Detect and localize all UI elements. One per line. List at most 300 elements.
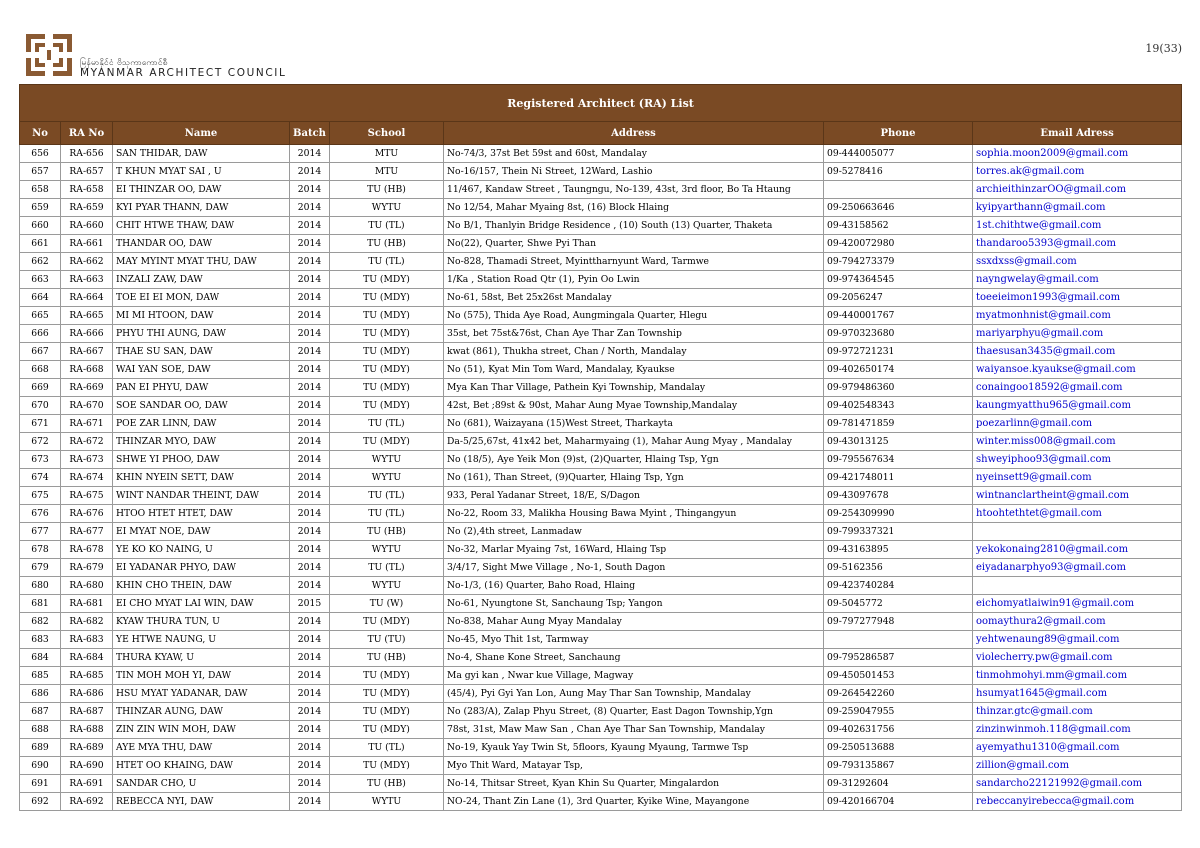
cell-no: 692 [20, 793, 61, 811]
cell-school: TU (MDY) [330, 361, 444, 379]
cell-email[interactable]: eichomyatlaiwin91@gmail.com [973, 595, 1182, 613]
cell-phone: 09-402631756 [824, 721, 973, 739]
cell-ra-no: RA-663 [61, 271, 113, 289]
cell-ra-no: RA-686 [61, 685, 113, 703]
cell-email[interactable]: mariyarphyu@gmail.com [973, 325, 1182, 343]
mac-logo-icon [25, 33, 73, 77]
cell-batch: 2014 [290, 217, 330, 235]
cell-phone: 09-420072980 [824, 235, 973, 253]
cell-no: 678 [20, 541, 61, 559]
cell-name: CHIT HTWE THAW, DAW [113, 217, 290, 235]
cell-ra-no: RA-656 [61, 145, 113, 163]
cell-batch: 2014 [290, 739, 330, 757]
cell-ra-no: RA-658 [61, 181, 113, 199]
column-header-address: Address [444, 122, 824, 145]
cell-address: No (575), Thida Aye Road, Aungmingala Quarter, Hlegu [444, 307, 824, 325]
cell-phone: 09-797277948 [824, 613, 973, 631]
cell-no: 676 [20, 505, 61, 523]
cell-email[interactable]: ssxdxss@gmail.com [973, 253, 1182, 271]
cell-address: No-4, Shane Kone Street, Sanchaung [444, 649, 824, 667]
cell-ra-no: RA-669 [61, 379, 113, 397]
cell-ra-no: RA-661 [61, 235, 113, 253]
cell-school: TU (HB) [330, 181, 444, 199]
cell-phone: 09-450501453 [824, 667, 973, 685]
cell-no: 672 [20, 433, 61, 451]
cell-no: 665 [20, 307, 61, 325]
cell-ra-no: RA-660 [61, 217, 113, 235]
table-row [20, 181, 1182, 199]
table-row [20, 397, 1182, 415]
cell-ra-no: RA-679 [61, 559, 113, 577]
cell-email[interactable]: oomaythura2@gmail.com [973, 613, 1182, 631]
cell-phone: 09-423740284 [824, 577, 973, 595]
cell-email[interactable]: eiyadanarphyo93@gmail.com [973, 559, 1182, 577]
cell-batch: 2014 [290, 415, 330, 433]
cell-ra-no: RA-666 [61, 325, 113, 343]
cell-email[interactable]: nyeinsett9@gmail.com [973, 469, 1182, 487]
cell-address: 11/467, Kandaw Street , Taungngu, No-139, 43st, 3rd floor, Bo Ta Htaung [444, 181, 824, 199]
cell-email[interactable]: sophia.moon2009@gmail.com [973, 145, 1182, 163]
table-row [20, 145, 1182, 163]
cell-school: TU (TL) [330, 253, 444, 271]
cell-email[interactable]: poezarlinn@gmail.com [973, 415, 1182, 433]
cell-batch: 2014 [290, 469, 330, 487]
cell-name: KHIN NYEIN SETT, DAW [113, 469, 290, 487]
cell-batch: 2014 [290, 289, 330, 307]
cell-name: EI CHO MYAT LAI WIN, DAW [113, 595, 290, 613]
cell-phone: 09-421748011 [824, 469, 973, 487]
cell-phone: 09-43013125 [824, 433, 973, 451]
cell-no: 658 [20, 181, 61, 199]
cell-name: THAE SU SAN, DAW [113, 343, 290, 361]
cell-phone: 09-43097678 [824, 487, 973, 505]
cell-name: YE HTWE NAUNG, U [113, 631, 290, 649]
cell-email[interactable]: violecherry.pw@gmail.com [973, 649, 1182, 667]
table-row [20, 469, 1182, 487]
table-title: Registered Architect (RA) List [20, 85, 1182, 122]
cell-ra-no: RA-683 [61, 631, 113, 649]
cell-batch: 2014 [290, 541, 330, 559]
cell-no: 683 [20, 631, 61, 649]
cell-address: 3/4/17, Sight Mwe Village , No-1, South Dagon [444, 559, 824, 577]
cell-email[interactable]: nayngwelay@gmail.com [973, 271, 1182, 289]
architect-table [19, 84, 1182, 811]
cell-school: MTU [330, 145, 444, 163]
cell-batch: 2014 [290, 685, 330, 703]
column-header-phone: Phone [824, 122, 973, 145]
cell-school: TU (TL) [330, 415, 444, 433]
table-row [20, 289, 1182, 307]
cell-school: TU (MDY) [330, 379, 444, 397]
cell-name: SAN THIDAR, DAW [113, 145, 290, 163]
cell-no: 670 [20, 397, 61, 415]
cell-address: No B/1, Thanlyin Bridge Residence , (10) South (13) Quarter, Thaketa [444, 217, 824, 235]
org-name-english: MYANMAR ARCHITECT COUNCIL [80, 67, 287, 79]
cell-phone: 09-402548343 [824, 397, 973, 415]
cell-email[interactable] [973, 577, 1182, 595]
cell-address: No(22), Quarter, Shwe Pyi Than [444, 235, 824, 253]
cell-ra-no: RA-657 [61, 163, 113, 181]
cell-email[interactable]: yekokonaing2810@gmail.com [973, 541, 1182, 559]
cell-email[interactable]: wintnanclartheint@gmail.com [973, 487, 1182, 505]
cell-name: THURA KYAW, U [113, 649, 290, 667]
cell-phone: 09-5278416 [824, 163, 973, 181]
cell-address: No-19, Kyauk Yay Twin St, 5floors, Kyaung Myaung, Tarmwe Tsp [444, 739, 824, 757]
cell-batch: 2014 [290, 145, 330, 163]
cell-phone: 09-420166704 [824, 793, 973, 811]
column-header-email: Email Adress [973, 122, 1182, 145]
cell-no: 661 [20, 235, 61, 253]
cell-address: No-22, Room 33, Malikha Housing Bawa Myint , Thingangyun [444, 505, 824, 523]
cell-batch: 2014 [290, 235, 330, 253]
cell-ra-no: RA-690 [61, 757, 113, 775]
cell-name: TIN MOH MOH YI, DAW [113, 667, 290, 685]
cell-email[interactable]: conaingoo18592@gmail.com [973, 379, 1182, 397]
cell-no: 677 [20, 523, 61, 541]
cell-name: THINZAR AUNG, DAW [113, 703, 290, 721]
cell-no: 682 [20, 613, 61, 631]
cell-batch: 2014 [290, 505, 330, 523]
cell-phone: 09-795286587 [824, 649, 973, 667]
cell-address: No-61, Nyungtone St, Sanchaung Tsp; Yangon [444, 595, 824, 613]
cell-email[interactable]: myatmonhnist@gmail.com [973, 307, 1182, 325]
cell-ra-no: RA-688 [61, 721, 113, 739]
cell-ra-no: RA-681 [61, 595, 113, 613]
cell-address: 933, Peral Yadanar Street, 18/E, S/Dagon [444, 487, 824, 505]
cell-name: EI MYAT NOE, DAW [113, 523, 290, 541]
cell-school: WYTU [330, 469, 444, 487]
cell-school: TU (TL) [330, 559, 444, 577]
cell-address: 42st, Bet ;89st & 90st, Mahar Aung Myae Township,Mandalay [444, 397, 824, 415]
cell-address: Da-5/25,67st, 41x42 bet, Maharmyaing (1), Mahar Aung Myay , Mandalay [444, 433, 824, 451]
cell-address: No (283/A), Zalap Phyu Street, (8) Quarter, East Dagon Township,Ygn [444, 703, 824, 721]
cell-phone: 09-259047955 [824, 703, 973, 721]
cell-address: No (51), Kyat Min Tom Ward, Mandalay, Kyaukse [444, 361, 824, 379]
table-row [20, 757, 1182, 775]
table-row [20, 361, 1182, 379]
cell-no: 669 [20, 379, 61, 397]
cell-no: 690 [20, 757, 61, 775]
cell-name: THANDAR OO, DAW [113, 235, 290, 253]
cell-ra-no: RA-677 [61, 523, 113, 541]
cell-address: No-16/157, Thein Ni Street, 12Ward, Lashio [444, 163, 824, 181]
cell-email[interactable]: ayemyathu1310@gmail.com [973, 739, 1182, 757]
cell-no: 685 [20, 667, 61, 685]
table-row [20, 199, 1182, 217]
cell-no: 659 [20, 199, 61, 217]
cell-school: TU (HB) [330, 775, 444, 793]
cell-name: SANDAR CHO, U [113, 775, 290, 793]
cell-ra-no: RA-670 [61, 397, 113, 415]
page-number: 19(33) [1145, 42, 1182, 55]
cell-batch: 2014 [290, 397, 330, 415]
cell-ra-no: RA-685 [61, 667, 113, 685]
table-row [20, 217, 1182, 235]
cell-batch: 2014 [290, 451, 330, 469]
column-header-batch: Batch [290, 122, 330, 145]
cell-no: 687 [20, 703, 61, 721]
cell-phone [824, 631, 973, 649]
table-row [20, 415, 1182, 433]
cell-school: TU (HB) [330, 523, 444, 541]
cell-address: No-838, Mahar Aung Myay Mandalay [444, 613, 824, 631]
cell-address: No 12/54, Mahar Myaing 8st, (16) Block Hlaing [444, 199, 824, 217]
cell-phone [824, 181, 973, 199]
cell-ra-no: RA-667 [61, 343, 113, 361]
cell-school: TU (MDY) [330, 289, 444, 307]
cell-phone: 09-5162356 [824, 559, 973, 577]
cell-batch: 2014 [290, 379, 330, 397]
cell-no: 671 [20, 415, 61, 433]
table-row [20, 577, 1182, 595]
cell-name: ZIN ZIN WIN MOH, DAW [113, 721, 290, 739]
cell-batch: 2014 [290, 253, 330, 271]
cell-no: 674 [20, 469, 61, 487]
table-row [20, 541, 1182, 559]
cell-email[interactable]: thaesusan3435@gmail.com [973, 343, 1182, 361]
cell-address: Myo Thit Ward, Matayar Tsp, [444, 757, 824, 775]
cell-email[interactable]: hsumyat1645@gmail.com [973, 685, 1182, 703]
cell-name: AYE MYA THU, DAW [113, 739, 290, 757]
cell-batch: 2015 [290, 595, 330, 613]
cell-email[interactable]: shweyiphoo93@gmail.com [973, 451, 1182, 469]
column-header-row [20, 122, 1182, 145]
cell-no: 664 [20, 289, 61, 307]
cell-ra-no: RA-671 [61, 415, 113, 433]
cell-phone: 09-444005077 [824, 145, 973, 163]
cell-address: No (681), Waizayana (15)West Street, Tharkayta [444, 415, 824, 433]
table-row [20, 667, 1182, 685]
cell-phone: 09-264542260 [824, 685, 973, 703]
cell-address: No-1/3, (16) Quarter, Baho Road, Hlaing [444, 577, 824, 595]
cell-ra-no: RA-682 [61, 613, 113, 631]
cell-email[interactable]: thinzar.gtc@gmail.com [973, 703, 1182, 721]
cell-ra-no: RA-675 [61, 487, 113, 505]
cell-ra-no: RA-678 [61, 541, 113, 559]
cell-name: INZALI ZAW, DAW [113, 271, 290, 289]
cell-no: 680 [20, 577, 61, 595]
cell-school: TU (MDY) [330, 397, 444, 415]
cell-email[interactable]: zinzinwinmoh.118@gmail.com [973, 721, 1182, 739]
table-row [20, 379, 1182, 397]
cell-batch: 2014 [290, 703, 330, 721]
cell-school: TU (MDY) [330, 433, 444, 451]
cell-ra-no: RA-668 [61, 361, 113, 379]
cell-name: KYAW THURA TUN, U [113, 613, 290, 631]
cell-email[interactable]: torres.ak@gmail.com [973, 163, 1182, 181]
cell-no: 684 [20, 649, 61, 667]
cell-batch: 2014 [290, 523, 330, 541]
cell-email[interactable]: toeeieimon1993@gmail.com [973, 289, 1182, 307]
cell-email[interactable]: kaungmyatthu965@gmail.com [973, 397, 1182, 415]
cell-email[interactable]: kyipyarthann@gmail.com [973, 199, 1182, 217]
cell-address: No-32, Marlar Myaing 7st, 16Ward, Hlaing Tsp [444, 541, 824, 559]
cell-phone: 09-979486360 [824, 379, 973, 397]
org-name-myanmar: မြန်မာနိုင်ငံ ဗိသုကာကောင်စီ [80, 58, 168, 67]
cell-name: T KHUN MYAT SAI , U [113, 163, 290, 181]
cell-email[interactable]: rebeccanyirebecca@gmail.com [973, 793, 1182, 811]
cell-email[interactable] [973, 523, 1182, 541]
cell-school: TU (MDY) [330, 613, 444, 631]
table-row [20, 685, 1182, 703]
cell-ra-no: RA-674 [61, 469, 113, 487]
column-header-name: Name [113, 122, 290, 145]
table-row [20, 775, 1182, 793]
cell-school: TU (TL) [330, 487, 444, 505]
cell-address: No-61, 58st, Bet 25x26st Mandalay [444, 289, 824, 307]
table-row [20, 793, 1182, 811]
cell-batch: 2014 [290, 721, 330, 739]
cell-school: WYTU [330, 793, 444, 811]
table-body [20, 145, 1182, 811]
cell-no: 666 [20, 325, 61, 343]
cell-school: TU (TL) [330, 217, 444, 235]
cell-phone: 09-402650174 [824, 361, 973, 379]
cell-school: WYTU [330, 451, 444, 469]
cell-no: 663 [20, 271, 61, 289]
cell-phone: 09-250513688 [824, 739, 973, 757]
cell-school: WYTU [330, 199, 444, 217]
cell-no: 675 [20, 487, 61, 505]
cell-school: WYTU [330, 577, 444, 595]
cell-phone: 09-43163895 [824, 541, 973, 559]
table-row [20, 505, 1182, 523]
cell-no: 688 [20, 721, 61, 739]
cell-name: REBECCA NYI, DAW [113, 793, 290, 811]
cell-email[interactable]: waiyansoe.kyaukse@gmail.com [973, 361, 1182, 379]
cell-phone: 09-43158562 [824, 217, 973, 235]
cell-email[interactable]: yehtwenaung89@gmail.com [973, 631, 1182, 649]
table-row [20, 613, 1182, 631]
table-row [20, 523, 1182, 541]
column-header-no: No [20, 122, 61, 145]
cell-no: 681 [20, 595, 61, 613]
cell-school: TU (HB) [330, 649, 444, 667]
cell-school: TU (MDY) [330, 343, 444, 361]
cell-batch: 2014 [290, 649, 330, 667]
cell-school: TU (MDY) [330, 703, 444, 721]
cell-name: HSU MYAT YADANAR, DAW [113, 685, 290, 703]
cell-ra-no: RA-676 [61, 505, 113, 523]
cell-no: 667 [20, 343, 61, 361]
cell-school: TU (MDY) [330, 685, 444, 703]
cell-ra-no: RA-665 [61, 307, 113, 325]
cell-ra-no: RA-659 [61, 199, 113, 217]
cell-name: SOE SANDAR OO, DAW [113, 397, 290, 415]
cell-address: 78st, 31st, Maw Maw San , Chan Aye Thar San Township, Mandalay [444, 721, 824, 739]
cell-batch: 2014 [290, 559, 330, 577]
cell-address: No-14, Thitsar Street, Kyan Khin Su Quarter, Mingalardon [444, 775, 824, 793]
cell-batch: 2014 [290, 325, 330, 343]
cell-batch: 2014 [290, 361, 330, 379]
cell-address: No-828, Thamadi Street, Myinttharnyunt Ward, Tarmwe [444, 253, 824, 271]
cell-address: No-45, Myo Thit 1st, Tarmway [444, 631, 824, 649]
column-header-school: School [330, 122, 444, 145]
cell-name: HTET OO KHAING, DAW [113, 757, 290, 775]
cell-email[interactable]: htoohtethtet@gmail.com [973, 505, 1182, 523]
cell-phone: 09-970323680 [824, 325, 973, 343]
cell-ra-no: RA-687 [61, 703, 113, 721]
cell-phone: 09-795567634 [824, 451, 973, 469]
cell-no: 689 [20, 739, 61, 757]
cell-name: EI THINZAR OO, DAW [113, 181, 290, 199]
cell-ra-no: RA-689 [61, 739, 113, 757]
cell-address: 1/Ka , Station Road Qtr (1), Pyin Oo Lwin [444, 271, 824, 289]
cell-address: No (2),4th street, Lanmadaw [444, 523, 824, 541]
cell-name: THINZAR MYO, DAW [113, 433, 290, 451]
cell-batch: 2014 [290, 199, 330, 217]
cell-phone: 09-440001767 [824, 307, 973, 325]
cell-ra-no: RA-691 [61, 775, 113, 793]
cell-name: KYI PYAR THANN, DAW [113, 199, 290, 217]
cell-email[interactable]: sandarcho22121992@gmail.com [973, 775, 1182, 793]
cell-no: 660 [20, 217, 61, 235]
table-row [20, 235, 1182, 253]
cell-school: MTU [330, 163, 444, 181]
cell-ra-no: RA-664 [61, 289, 113, 307]
cell-name: WINT NANDAR THEINT, DAW [113, 487, 290, 505]
cell-school: TU (MDY) [330, 307, 444, 325]
cell-email[interactable]: 1st.chithtwe@gmail.com [973, 217, 1182, 235]
cell-email[interactable]: zillion@gmail.com [973, 757, 1182, 775]
cell-batch: 2014 [290, 577, 330, 595]
cell-phone: 09-254309990 [824, 505, 973, 523]
cell-phone: 09-250663646 [824, 199, 973, 217]
cell-address: Mya Kan Thar Village, Pathein Kyi Township, Mandalay [444, 379, 824, 397]
cell-phone: 09-5045772 [824, 595, 973, 613]
table-row [20, 163, 1182, 181]
cell-batch: 2014 [290, 757, 330, 775]
cell-name: MI MI HTOON, DAW [113, 307, 290, 325]
cell-no: 657 [20, 163, 61, 181]
cell-phone: 09-794273379 [824, 253, 973, 271]
cell-batch: 2014 [290, 181, 330, 199]
table-row [20, 595, 1182, 613]
table-row [20, 631, 1182, 649]
cell-school: TU (TL) [330, 505, 444, 523]
cell-school: TU (TL) [330, 739, 444, 757]
cell-no: 662 [20, 253, 61, 271]
table-row [20, 487, 1182, 505]
cell-address: No (161), Than Street, (9)Quarter, Hlaing Tsp, Ygn [444, 469, 824, 487]
cell-address: 35st, bet 75st&76st, Chan Aye Thar Zan Township [444, 325, 824, 343]
cell-address: No (18/5), Aye Yeik Mon (9)st, (2)Quarter, Hlaing Tsp, Ygn [444, 451, 824, 469]
cell-email[interactable]: thandaroo5393@gmail.com [973, 235, 1182, 253]
cell-school: TU (MDY) [330, 721, 444, 739]
cell-name: PHYU THI AUNG, DAW [113, 325, 290, 343]
cell-email[interactable]: winter.miss008@gmail.com [973, 433, 1182, 451]
cell-phone: 09-974364545 [824, 271, 973, 289]
cell-email[interactable]: archieithinzarOO@gmail.com [973, 181, 1182, 199]
cell-school: TU (MDY) [330, 325, 444, 343]
cell-batch: 2014 [290, 487, 330, 505]
cell-email[interactable]: tinmohmohyi.mm@gmail.com [973, 667, 1182, 685]
cell-phone: 09-31292604 [824, 775, 973, 793]
cell-no: 691 [20, 775, 61, 793]
cell-name: MAY MYINT MYAT THU, DAW [113, 253, 290, 271]
cell-name: EI YADANAR PHYO, DAW [113, 559, 290, 577]
cell-no: 673 [20, 451, 61, 469]
cell-batch: 2014 [290, 667, 330, 685]
cell-batch: 2014 [290, 631, 330, 649]
cell-address: Ma gyi kan , Nwar kue Village, Magway [444, 667, 824, 685]
cell-name: HTOO HTET HTET, DAW [113, 505, 290, 523]
cell-name: KHIN CHO THEIN, DAW [113, 577, 290, 595]
cell-phone: 09-799337321 [824, 523, 973, 541]
table-row [20, 307, 1182, 325]
cell-batch: 2014 [290, 343, 330, 361]
cell-school: TU (MDY) [330, 757, 444, 775]
